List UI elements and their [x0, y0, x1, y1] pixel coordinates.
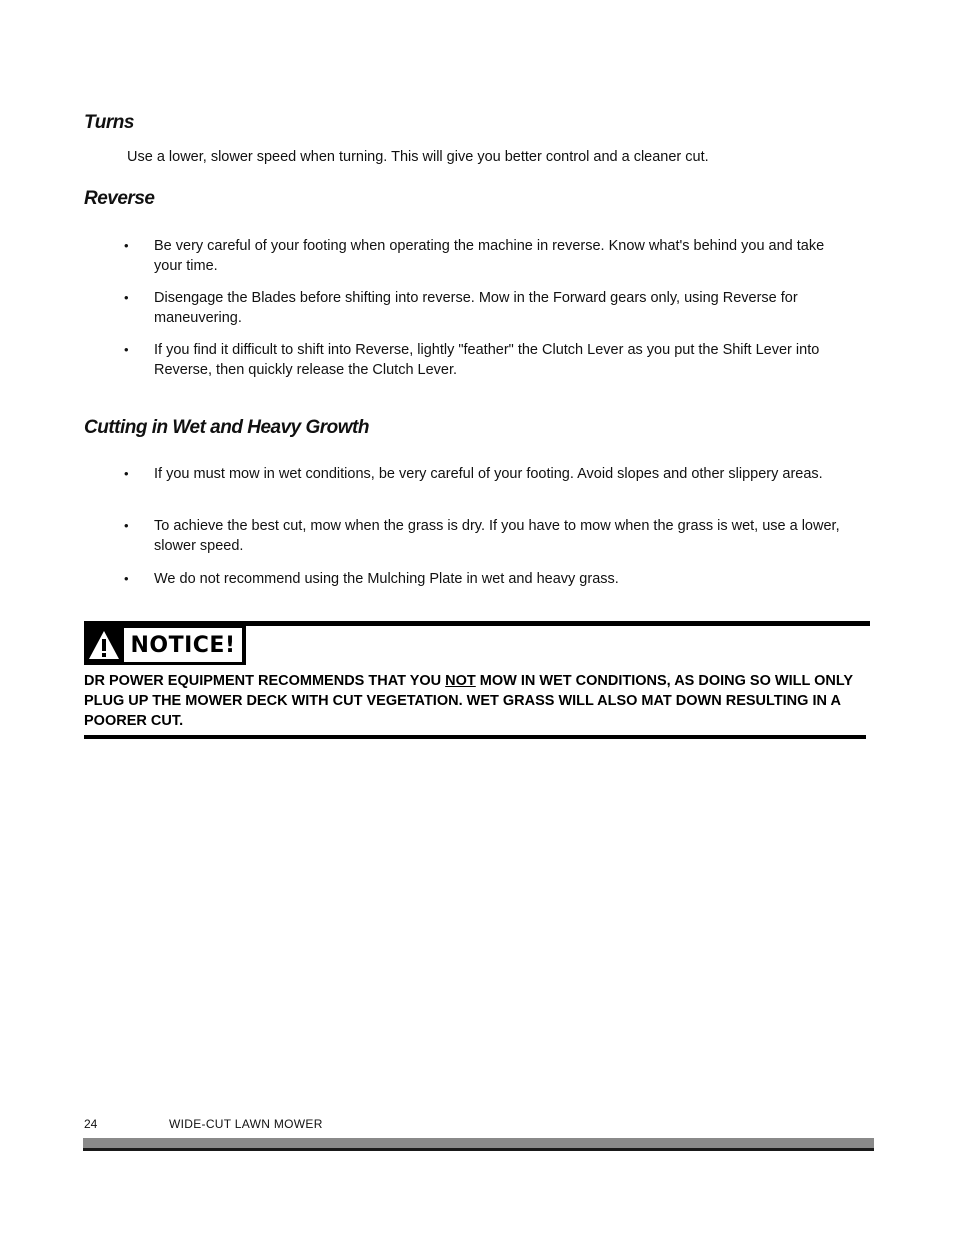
heading-wet-growth: Cutting in Wet and Heavy Growth	[84, 417, 369, 438]
notice-text-after: MOW IN WET CONDITIONS, AS DOING SO WILL ONLY PLUG UP THE MOWER DECK WITH CUT VEGETATION. WET GRASS WILL ALSO MAT DOWN RESULTING IN A POORER CUT.	[84, 673, 853, 729]
notice-text	[84, 671, 874, 731]
warning-triangle-icon	[88, 629, 120, 661]
heading-reverse: Reverse	[84, 188, 155, 209]
list-item-text: Disengage the Blades before shifting into reverse. Mow in the Forward gears only, using Reverse for maneuvering.	[154, 290, 798, 326]
notice-badge	[84, 625, 246, 665]
footer-line	[83, 1148, 874, 1151]
turns-text: Use a lower, slower speed when turning. This will give you better control and a cleaner cut.	[127, 149, 709, 165]
list-item-text: Be very careful of your footing when operating the machine in reverse. Know what's behind you and take your time.	[154, 238, 825, 274]
bullet-icon: •	[124, 571, 129, 586]
page-number: 24	[84, 1117, 98, 1131]
notice-bottom-rule	[84, 735, 866, 739]
bullet-icon: •	[124, 290, 129, 305]
bullet-icon: •	[124, 342, 129, 357]
footer-title: WIDE-CUT LAWN MOWER	[169, 1117, 323, 1131]
heading-turns: Turns	[84, 112, 134, 133]
list-item-text: To achieve the best cut, mow when the grass is dry. If you have to mow when the grass is wet, use a lower, slower speed.	[154, 518, 840, 554]
footer-bar	[83, 1138, 874, 1148]
notice-text-before: DR POWER EQUIPMENT RECOMMENDS THAT YOU	[84, 673, 446, 689]
bullet-icon: •	[124, 518, 129, 533]
bullet-icon: •	[124, 466, 129, 481]
list-item-text: If you find it difficult to shift into Reverse, lightly "feather" the Clutch Lever as you put the Shift Lever into Reverse, then quickly release the Clutch Lever.	[154, 342, 820, 378]
list-item-text: We do not recommend using the Mulching Plate in wet and heavy grass.	[154, 571, 619, 587]
bullet-icon: •	[124, 238, 129, 253]
list-item-text: If you must mow in wet conditions, be very careful of your footing. Avoid slopes and other slippery areas.	[154, 466, 823, 482]
notice-label-box	[124, 628, 242, 662]
notice-label: NOTICE!	[130, 632, 236, 658]
notice-text-emphasis: NOT	[445, 673, 476, 689]
